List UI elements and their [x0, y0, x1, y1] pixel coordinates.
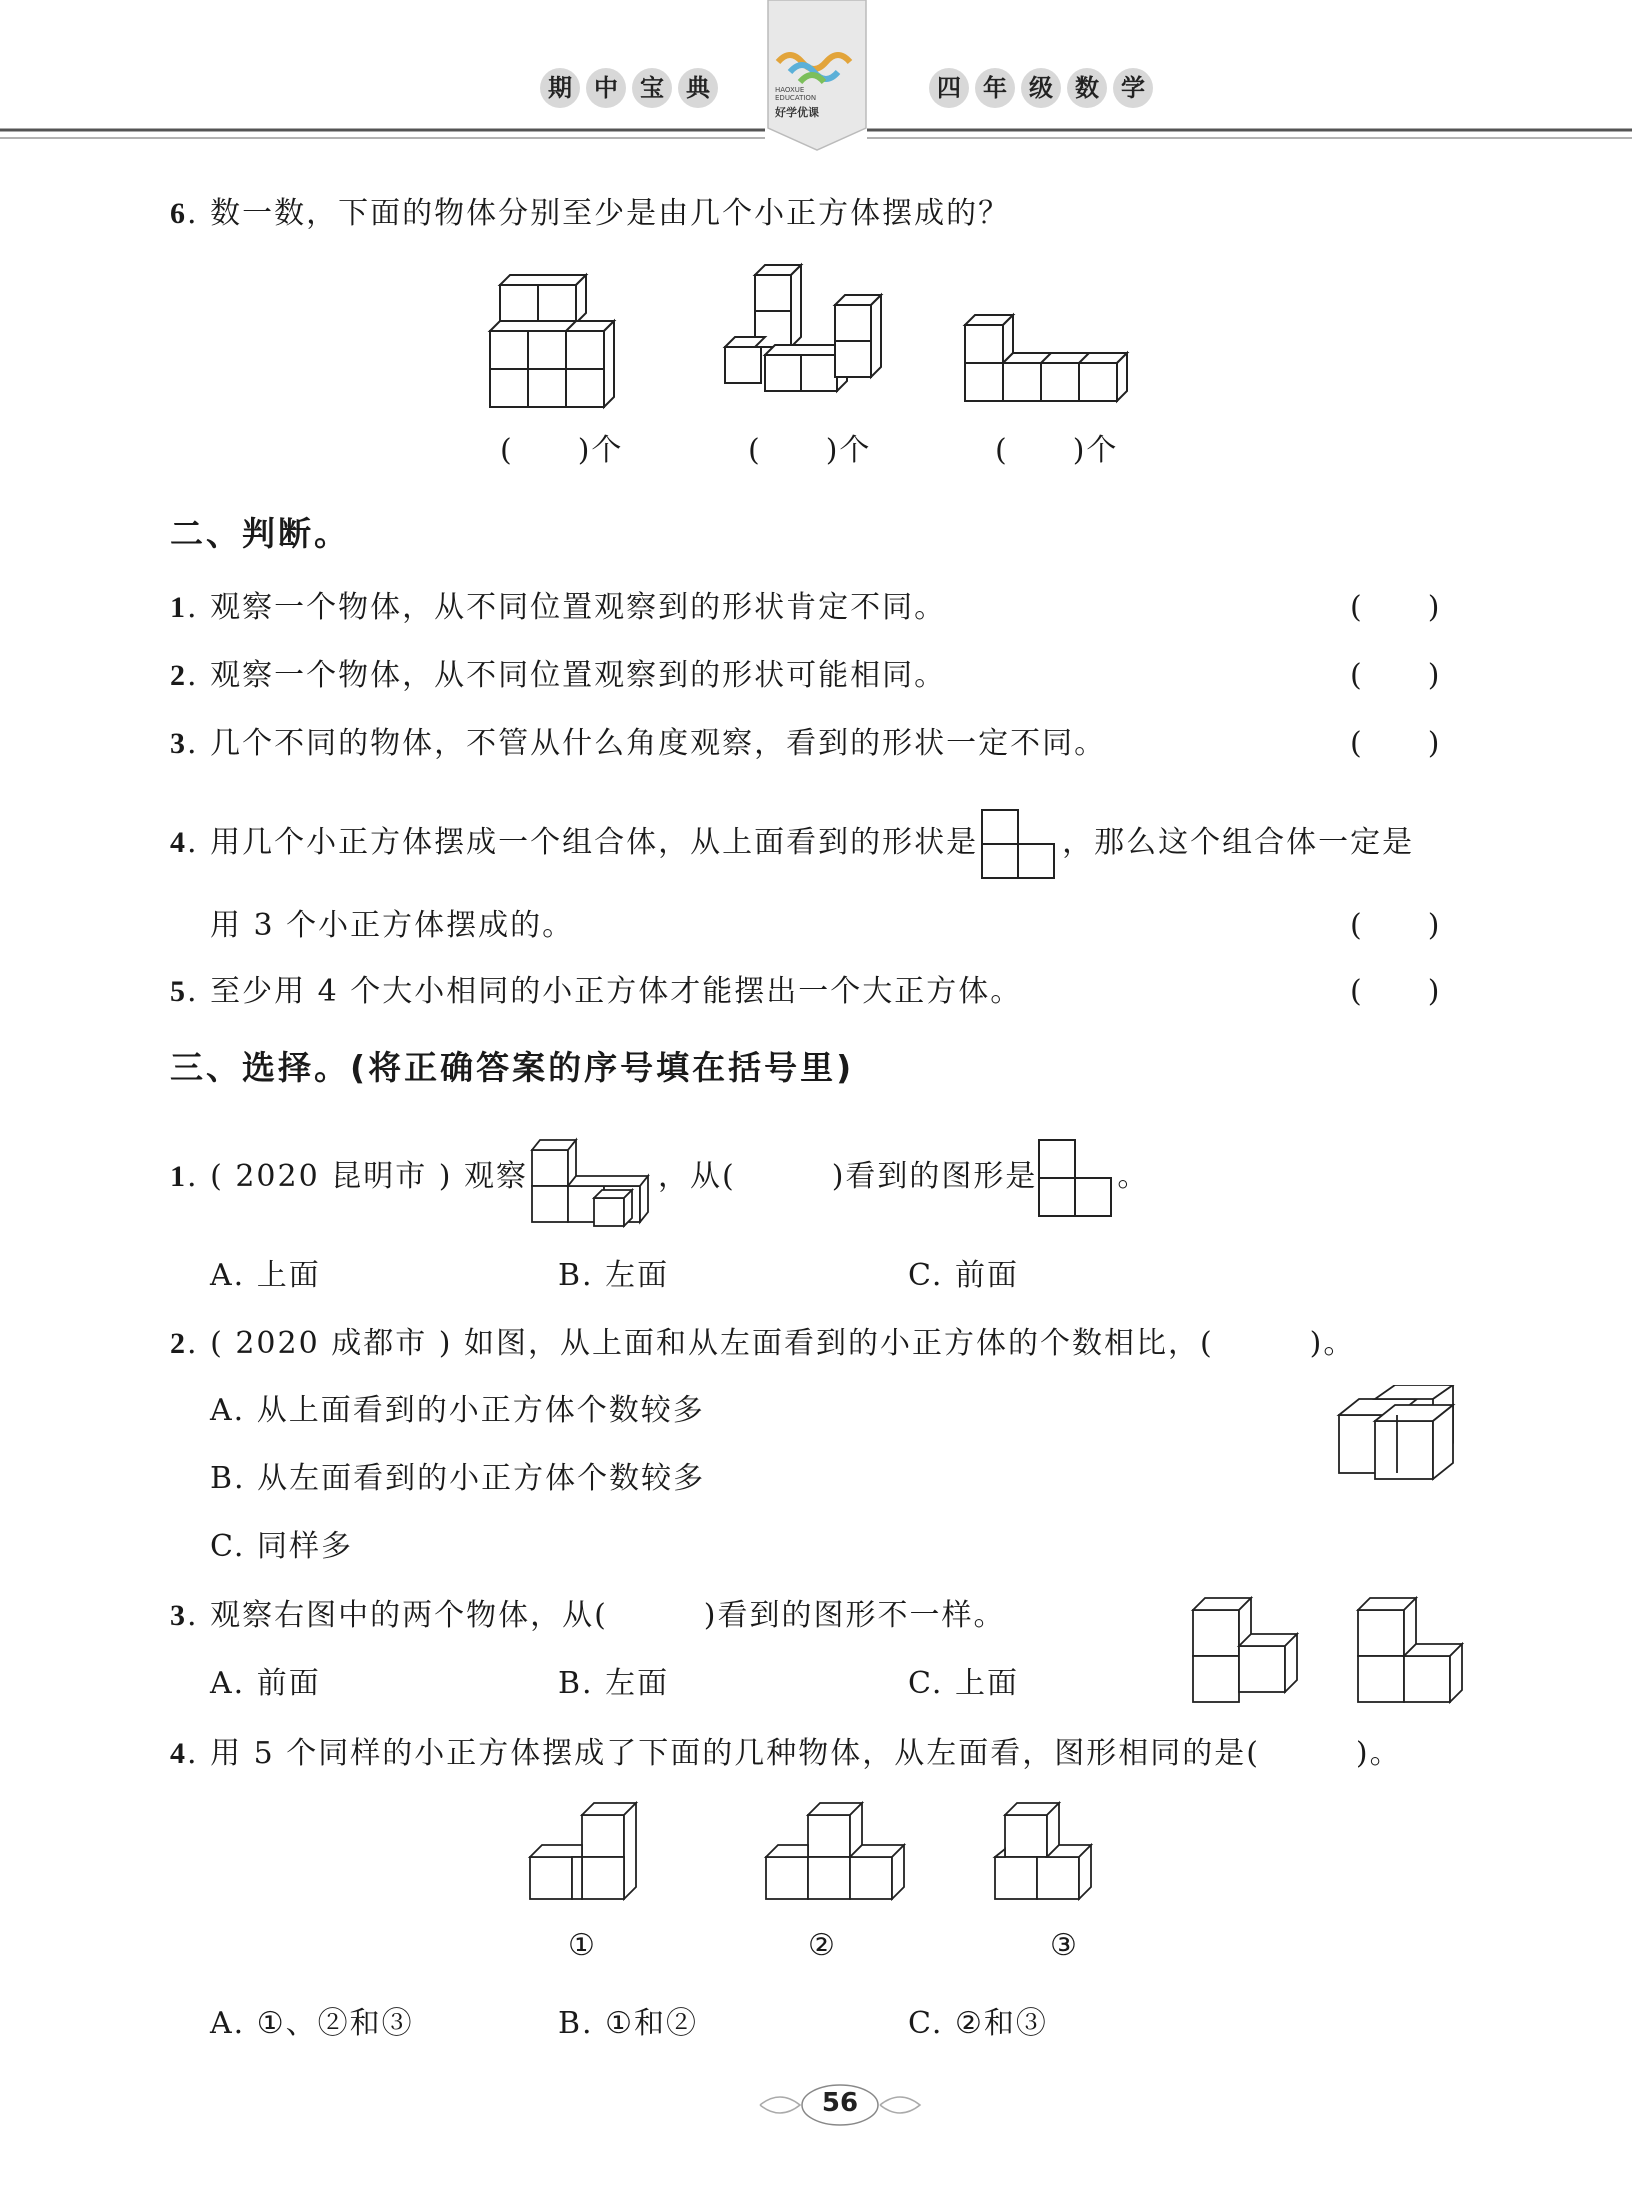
q3-option-a[interactable]: A. 前面	[210, 1666, 321, 1701]
header-char: 典	[678, 68, 718, 108]
question-text: . 数一数，下面的物体分别至少是由几个小正方体摆成的？	[187, 196, 1011, 231]
section-2-title: 二、判断。	[170, 514, 350, 553]
choice-question-2: 2. ( 2020 成都市 ) 如图，从上面和从左面看到的小正方体的个数相比，( )。	[170, 1326, 1356, 1361]
judge-item-4-cont: 用 3 个小正方体摆成的。	[210, 908, 575, 943]
judge-item-2: 2. 观察一个物体，从不同位置观察到的形状可能相同。	[170, 658, 947, 693]
header-left-title	[540, 68, 724, 108]
cube-figure-3	[965, 315, 1127, 401]
judge-answer-4[interactable]: ( )	[1350, 908, 1442, 943]
page-number: 56	[821, 2088, 859, 2118]
q4-label-2: ②	[808, 1928, 837, 1963]
judge-item-4: 4. 用几个小正方体摆成一个组合体，从上面看到的形状是 ，那么这个组合体一定是	[170, 808, 1414, 880]
q4-option-a[interactable]: A. ①、②和③	[210, 2006, 414, 2041]
q1-option-a[interactable]: A. 上面	[210, 1258, 321, 1293]
q3-object-1	[1193, 1598, 1297, 1702]
q2-option-c[interactable]: C. 同样多	[210, 1529, 353, 1564]
section-3-title: 三、选择。(将正确答案的序号填在括号里)	[170, 1048, 855, 1087]
q4-option-b[interactable]: B. ①和②	[558, 2006, 699, 2041]
header-right-title	[929, 68, 1159, 108]
q4-object-3	[995, 1803, 1091, 1899]
q4-label-1: ①	[568, 1928, 597, 1963]
q2-option-b[interactable]: B. 从左面看到的小正方体个数较多	[210, 1461, 706, 1496]
logo-text: 好学优课	[775, 106, 819, 119]
q6-answer-3[interactable]: ( )个	[995, 433, 1119, 468]
logo-subtext: HAOXUE EDUCATION	[775, 86, 817, 102]
header-char: 级	[1021, 68, 1061, 108]
q4-label-3: ③	[1050, 1928, 1079, 1963]
choice-question-1: 1. ( 2020 昆明市 ) 观察 ，从( )看到的图形是 。	[170, 1128, 1149, 1228]
q6-cube-figures	[480, 255, 1200, 415]
q3-option-b[interactable]: B. 左面	[558, 1666, 670, 1701]
q4-cube-figures	[520, 1795, 1140, 1920]
q3-cube-figures	[1185, 1590, 1465, 1705]
q2-cube-figure	[1335, 1385, 1465, 1495]
header-char: 期	[540, 68, 580, 108]
q1-cube-figure	[528, 1128, 658, 1228]
header-char: 年	[975, 68, 1015, 108]
judge-item-5: 5. 至少用 4 个大小相同的小正方体才能摆出一个大正方体。	[170, 974, 1023, 1009]
q3-object-2	[1358, 1598, 1462, 1702]
header-char: 中	[586, 68, 626, 108]
choice-question-4: 4. 用 5 个同样的小正方体摆成了下面的几种物体，从左面看，图形相同的是( )。	[170, 1736, 1402, 1771]
q6-answer-1[interactable]: ( )个	[500, 433, 624, 468]
judge-item-3: 3. 几个不同的物体，不管从什么角度观察，看到的形状一定不同。	[170, 726, 1107, 761]
cube-figure-2	[725, 265, 881, 391]
cube-figure-1	[490, 275, 614, 407]
choice-question-3: 3. 观察右图中的两个物体，从( )看到的图形不一样。	[170, 1598, 1006, 1633]
judge-answer-1[interactable]: ( )	[1350, 590, 1442, 625]
q4-option-c[interactable]: C. ②和③	[908, 2006, 1048, 2041]
header-char: 四	[929, 68, 969, 108]
q6-answer-2[interactable]: ( )个	[748, 433, 872, 468]
header-char: 宝	[632, 68, 672, 108]
q4-object-1	[530, 1803, 636, 1899]
header-char: 学	[1113, 68, 1153, 108]
header-decoration	[0, 0, 1632, 170]
judge-item-1: 1. 观察一个物体，从不同位置观察到的形状肯定不同。	[170, 590, 947, 625]
q2-option-a[interactable]: A. 从上面看到的小正方体个数较多	[210, 1393, 705, 1428]
q3-option-c[interactable]: C. 上面	[908, 1666, 1019, 1701]
q1-option-c[interactable]: C. 前面	[908, 1258, 1019, 1293]
q1-view-shape	[1037, 1138, 1117, 1218]
q4-object-2	[766, 1803, 904, 1899]
page-header	[0, 0, 1632, 170]
judge-answer-2[interactable]: ( )	[1350, 658, 1442, 693]
question-6	[170, 188, 1010, 232]
judge-answer-5[interactable]: ( )	[1350, 974, 1442, 1009]
question-number: 6	[170, 197, 187, 230]
judge-answer-3[interactable]: ( )	[1350, 726, 1442, 761]
header-char: 数	[1067, 68, 1107, 108]
top-view-shape	[980, 808, 1060, 880]
q1-option-b[interactable]: B. 左面	[558, 1258, 670, 1293]
